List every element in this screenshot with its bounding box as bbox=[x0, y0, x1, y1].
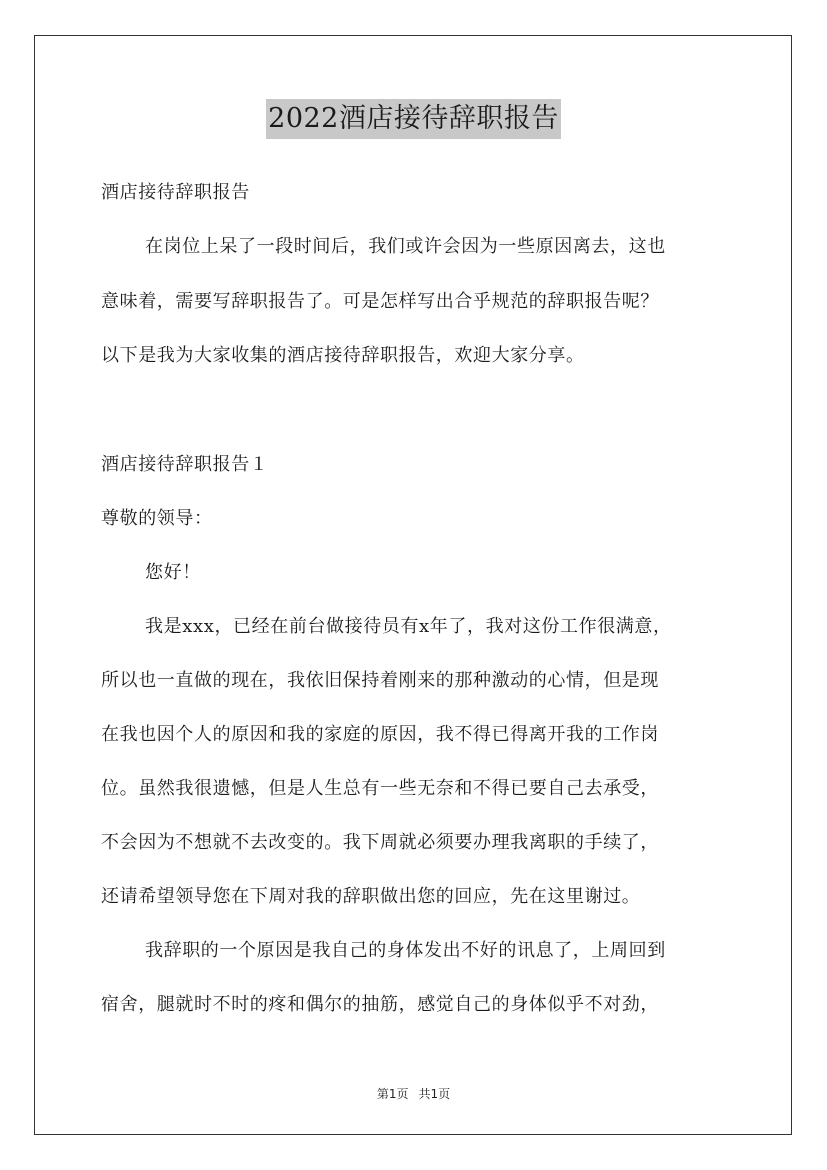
greeting: 您好！ bbox=[145, 562, 201, 583]
paragraph-line: 以下是我为大家收集的酒店接待辞职报告，欢迎大家分享。 bbox=[101, 345, 585, 366]
paragraph-line: 不会因为不想就不去改变的。我下周就必须要办理我离职的手续了， bbox=[101, 832, 659, 853]
section-heading: 酒店接待辞职报告１ bbox=[101, 454, 269, 475]
paragraph-line: 在岗位上呆了一段时间后，我们或许会因为一些原因离去，这也 bbox=[145, 236, 666, 257]
page-number: 第1页 bbox=[376, 1087, 409, 1101]
paragraph-line: 我是xxx，已经在前台做接待员有x年了，我对这份工作很满意， bbox=[145, 616, 672, 637]
salutation: 尊敬的领导： bbox=[101, 508, 213, 529]
title-container bbox=[0, 99, 827, 139]
paragraph-line: 我辞职的一个原因是我自己的身体发出不好的讯息了，上周回到 bbox=[145, 940, 666, 961]
paragraph-line: 宿舍，腿就时不时的疼和偶尔的抽筋，感觉自己的身体似乎不对劲， bbox=[101, 994, 659, 1015]
paragraph-line: 还请希望领导您在下周对我的辞职做出您的回应，先在这里谢过。 bbox=[101, 886, 641, 907]
document-title: 2022酒店接待辞职报告 bbox=[266, 99, 561, 139]
paragraph-line: 所以也一直做的现在，我依旧保持着刚来的那种激动的心情，但是现 bbox=[101, 670, 659, 691]
page-total: 共1页 bbox=[418, 1087, 451, 1101]
paragraph-line: 意味着，需要写辞职报告了。可是怎样写出合乎规范的辞职报告呢？ bbox=[101, 291, 659, 312]
subtitle-line: 酒店接待辞职报告 bbox=[101, 182, 250, 203]
paragraph-line: 在我也因个人的原因和我的家庭的原因，我不得已得离开我的工作岗 bbox=[101, 724, 659, 745]
paragraph-line: 位。虽然我很遗憾，但是人生总有一些无奈和不得已要自己去承受， bbox=[101, 778, 659, 799]
page-footer bbox=[0, 1085, 827, 1102]
